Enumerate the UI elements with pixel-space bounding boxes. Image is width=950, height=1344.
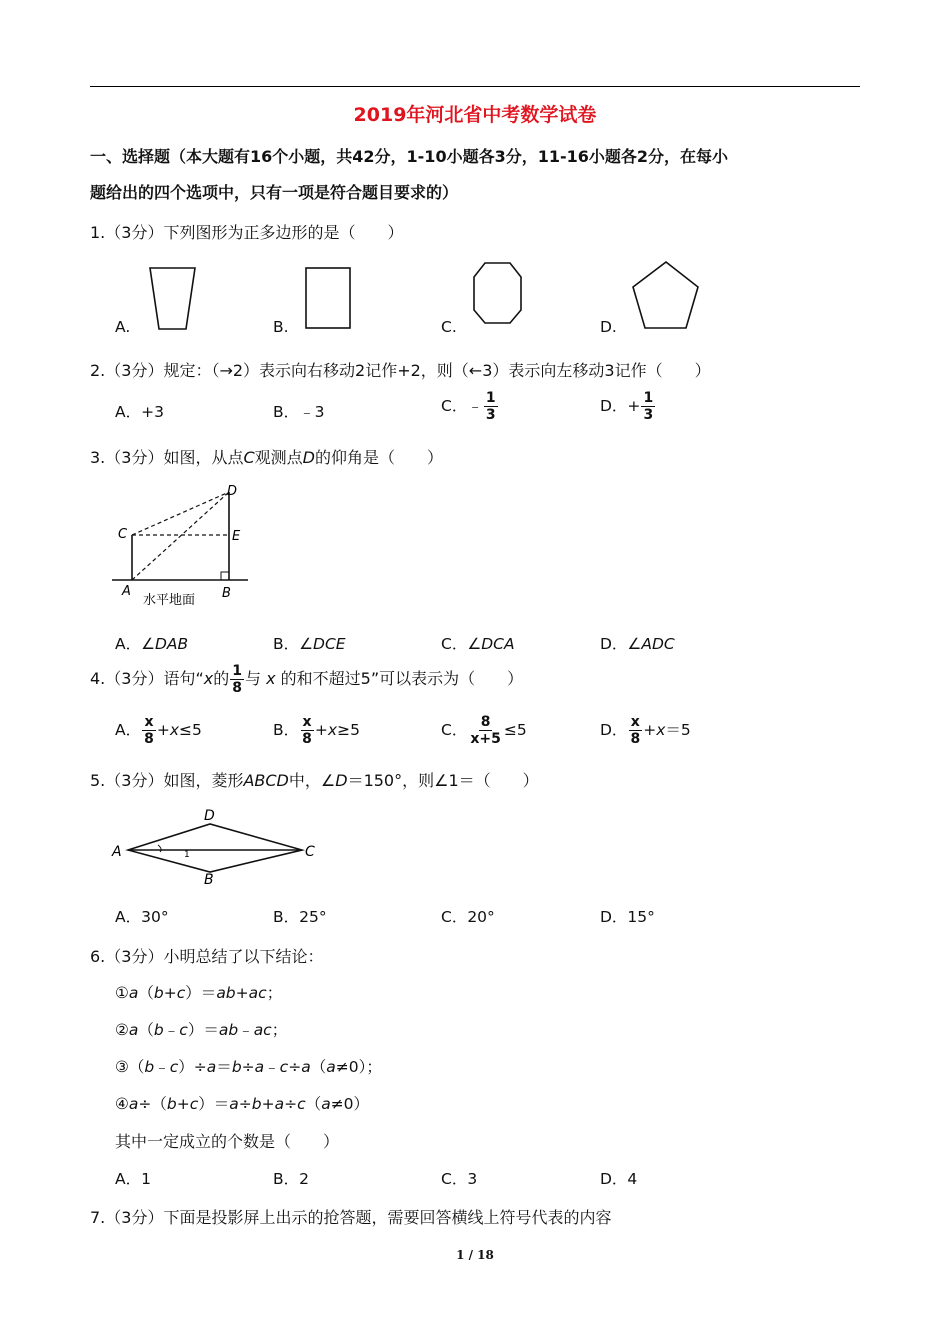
label-b: B (204, 872, 214, 888)
q6-option-c: C．3 (441, 1170, 478, 1188)
segment-ad (132, 492, 229, 580)
stmt-var: b (166, 1095, 177, 1113)
stmt-var: b (144, 1058, 155, 1076)
fraction-numerator: x (630, 714, 640, 730)
q3-option-c (441, 632, 515, 654)
fraction-denominator: 3 (485, 407, 496, 423)
fraction-denominator: 8 (302, 731, 312, 747)
fraction-denominator: 8 (144, 731, 154, 747)
angle-1-arc (158, 845, 161, 852)
stmt-text: ； (271, 1021, 288, 1039)
stmt-var: a (229, 1095, 239, 1113)
option-text: ≤5 (503, 721, 527, 739)
q5-stem (90, 768, 539, 791)
q5-stem-text: 5.（3分）如图，菱形 (90, 771, 244, 790)
option-text: + (314, 721, 328, 739)
q3-option-a (115, 632, 188, 654)
option-prefix: D．∠ (600, 635, 642, 653)
option-value: DCA (481, 635, 515, 653)
option-label: C． (441, 721, 468, 739)
q5-figure (100, 800, 330, 890)
q5-rhombus-name: ABCD (243, 771, 289, 790)
q6-option-a: A．1 (115, 1170, 151, 1188)
label-e: E (232, 529, 241, 544)
option-prefix: B．∠ (273, 635, 314, 653)
q3-stem-text: 观测点 (254, 448, 303, 467)
option-label: B． (273, 721, 300, 739)
q2-option-d (600, 390, 656, 423)
q4-option-b (273, 714, 360, 747)
stmt-text: ≠0） (330, 1095, 370, 1113)
option-value: DAB (155, 635, 189, 653)
q3-figure (100, 478, 260, 613)
q4-option-c (441, 714, 527, 747)
option-text: ＝5 (665, 721, 691, 739)
fraction-numerator: 1 (232, 663, 242, 679)
q6-ask: 其中一定成立的个数是（ ） (115, 1132, 340, 1151)
label-d: D (227, 484, 238, 499)
fraction-numerator: x (144, 714, 154, 730)
stmt-var: c (169, 1058, 179, 1076)
stmt-var: c (189, 1095, 199, 1113)
stmt-text: ② (115, 1021, 129, 1039)
q2-option-c-prefix: C．﹣ (441, 397, 483, 415)
section-heading-line1: 一、选择题（本大题有16个小题，共42分，1-10小题各3分，11-16小题各2分，在每小 (90, 147, 729, 166)
q2-option-c-fraction (484, 390, 498, 423)
q4-stem-fraction (230, 663, 244, 696)
fraction-denominator: 3 (643, 407, 654, 423)
stmt-text: ④ (115, 1095, 129, 1113)
stmt-var: b (153, 1021, 164, 1039)
q2-option-d-prefix: D．+ (600, 397, 641, 415)
option-label: D． (600, 721, 628, 739)
stmt-text: ÷ (288, 1058, 302, 1076)
option-var: x (327, 721, 338, 739)
stmt-text: ÷ (241, 1058, 255, 1076)
label-a: A (122, 584, 131, 599)
stmt-text: + (163, 984, 177, 1002)
q3-option-b (273, 632, 346, 654)
stmt-var: ab (218, 1021, 239, 1039)
option-value: DCE (313, 635, 346, 653)
stmt-var: c (279, 1058, 289, 1076)
option-fraction (142, 714, 156, 747)
q4-var-x: x (266, 669, 276, 688)
q1-octagon-shape (474, 263, 521, 323)
stmt-var: ac (248, 984, 267, 1002)
label-c: C (118, 527, 128, 542)
q3-stem-text: 3.（3分）如图，从点 (90, 448, 244, 467)
q3-point-d: D (302, 448, 315, 467)
fraction-numerator: x (302, 714, 312, 730)
fraction-denominator: 8 (630, 731, 641, 747)
q2-option-c (441, 390, 499, 423)
fraction-numerator: 1 (485, 390, 496, 406)
q1-figures (100, 255, 720, 340)
q1-option-b: B. (273, 318, 289, 336)
stmt-text: + (176, 1095, 190, 1113)
option-fraction (468, 714, 503, 747)
option-prefix: A．∠ (115, 635, 155, 653)
q1-stem: 1.（3分）下列图形为正多边形的是（ ） (90, 223, 404, 242)
option-text: + (156, 721, 170, 739)
fraction-denominator: 8 (232, 680, 242, 696)
stmt-var: a (301, 1058, 311, 1076)
stmt-text: ）＝ (198, 1095, 230, 1113)
q6-statement-1 (115, 981, 282, 1003)
fraction-numerator: 8 (480, 714, 491, 730)
stmt-var: ac (253, 1021, 272, 1039)
stmt-text: （ (138, 984, 154, 1002)
stmt-text: ）＝ (187, 1021, 219, 1039)
q1-rectangle-shape (306, 268, 350, 328)
option-value: ADC (641, 635, 675, 653)
q3-stem (90, 445, 443, 468)
q4-stem-text: 4.（3分）语句“ (90, 669, 204, 688)
stmt-var: a (206, 1058, 217, 1076)
stmt-text: ﹣ (238, 1021, 254, 1039)
stmt-text: ﹣ (264, 1058, 280, 1076)
q3-point-c: C (243, 448, 255, 467)
q1-trapezoid-shape (150, 268, 195, 329)
option-var: x (169, 721, 180, 739)
label-ground: 水平地面 (143, 593, 196, 608)
stmt-text: ）÷ (178, 1058, 207, 1076)
q5-option-d: D．15° (600, 908, 655, 926)
option-text: + (643, 721, 657, 739)
label-d: D (204, 808, 215, 824)
option-text: ≥5 (337, 721, 360, 739)
stmt-var: ab (216, 984, 236, 1002)
stmt-text: ③（ (115, 1058, 145, 1076)
stmt-text: + (261, 1095, 275, 1113)
stmt-var: a (254, 1058, 265, 1076)
stmt-var: c (179, 1021, 188, 1039)
stmt-var: b (153, 984, 164, 1002)
stmt-text: ）＝ (185, 984, 217, 1002)
q7-stem: 7.（3分）下面是投影屏上出示的抢答题，需要回答横线上符号代表的内容 (90, 1208, 612, 1227)
q5-stem-text: ＝150°，则∠1＝（ ） (347, 771, 539, 790)
q6-statement-4 (115, 1092, 369, 1114)
stmt-var: b (251, 1095, 262, 1113)
q1-option-d: D. (600, 318, 617, 336)
stmt-text: ÷（ (138, 1095, 167, 1113)
stmt-text: （ (310, 1058, 327, 1076)
rhombus-abcd (128, 824, 302, 872)
q3-stem-text: 的仰角是（ ） (314, 448, 443, 467)
q2-option-b: B．﹣3 (273, 403, 325, 421)
stmt-text: ÷ (238, 1095, 252, 1113)
right-angle-mark (221, 572, 229, 580)
stmt-var: a (326, 1058, 336, 1076)
option-text: ≤5 (179, 721, 202, 739)
stmt-text: ＝ (216, 1058, 232, 1076)
q1-option-c: C. (441, 318, 457, 336)
stmt-text: ≠0）； (335, 1058, 382, 1076)
q5-option-a: A．30° (115, 908, 169, 926)
q4-option-d (600, 714, 691, 747)
stmt-var: a (321, 1095, 331, 1113)
q4-stem-text: 的和不超过5”可以表示为（ ） (280, 669, 524, 688)
q2-option-a: A．+3 (115, 403, 164, 421)
q1-option-a: A. (115, 318, 131, 336)
q1-pentagon-shape (633, 262, 698, 328)
stmt-var: a (128, 1021, 139, 1039)
q4-stem-text: 的 (213, 669, 230, 688)
stmt-text: ﹣ (163, 1021, 180, 1039)
q4-stem-text: 与 (244, 669, 261, 688)
q4-var-x: x (203, 669, 214, 688)
stmt-text: （ (305, 1095, 322, 1113)
option-var: x (656, 721, 666, 739)
label-angle-1: 1 (184, 850, 190, 860)
q6-statement-3 (115, 1055, 382, 1077)
q2-stem: 2.（3分）规定：（→2）表示向右移动2记作+2，则（←3）表示向左移动3记作（ ） (90, 361, 711, 380)
section-heading-line2: 题给出的四个选项中，只有一项是符合题目要求的） (90, 183, 459, 202)
q5-option-c: C．20° (441, 908, 495, 926)
q4-stem (90, 663, 523, 696)
stmt-text: ÷ (284, 1095, 298, 1113)
q3-option-d (600, 632, 675, 654)
stmt-var: c (297, 1095, 306, 1113)
stmt-text: ① (115, 984, 129, 1002)
segment-cd (132, 492, 229, 535)
q5-stem-text: 中，∠ (288, 771, 336, 790)
header-rule (90, 86, 860, 87)
q5-angle-d: D (335, 771, 348, 790)
q6-option-b: B．2 (273, 1170, 309, 1188)
stmt-text: ﹣ (154, 1058, 170, 1076)
q6-stem: 6.（3分）小明总结了以下结论： (90, 947, 324, 966)
option-label: A． (115, 721, 142, 739)
option-prefix: C．∠ (441, 635, 482, 653)
label-b: B (222, 586, 231, 601)
label-c: C (305, 844, 315, 860)
option-fraction (628, 714, 642, 747)
stmt-var: a (274, 1095, 285, 1113)
fraction-numerator: 1 (643, 390, 654, 406)
q6-statement-2 (115, 1018, 287, 1040)
stmt-text: + (235, 984, 249, 1002)
page-number: 1 / 18 (456, 1248, 494, 1262)
q4-option-a (115, 714, 202, 747)
stmt-text: （ (138, 1021, 154, 1039)
stmt-var: b (231, 1058, 242, 1076)
q2-option-d-fraction (641, 390, 655, 423)
stmt-var: a (128, 1095, 139, 1113)
page-title: 2019年河北省中考数学试卷 (353, 104, 597, 126)
label-a: A (112, 844, 122, 860)
stmt-var: a (128, 984, 139, 1002)
q5-option-b: B．25° (273, 908, 327, 926)
stmt-var: c (176, 984, 186, 1002)
fraction-denominator: x+5 (470, 731, 501, 747)
stmt-text: ； (266, 984, 283, 1002)
option-fraction (300, 714, 314, 747)
q6-option-d: D．4 (600, 1170, 638, 1188)
